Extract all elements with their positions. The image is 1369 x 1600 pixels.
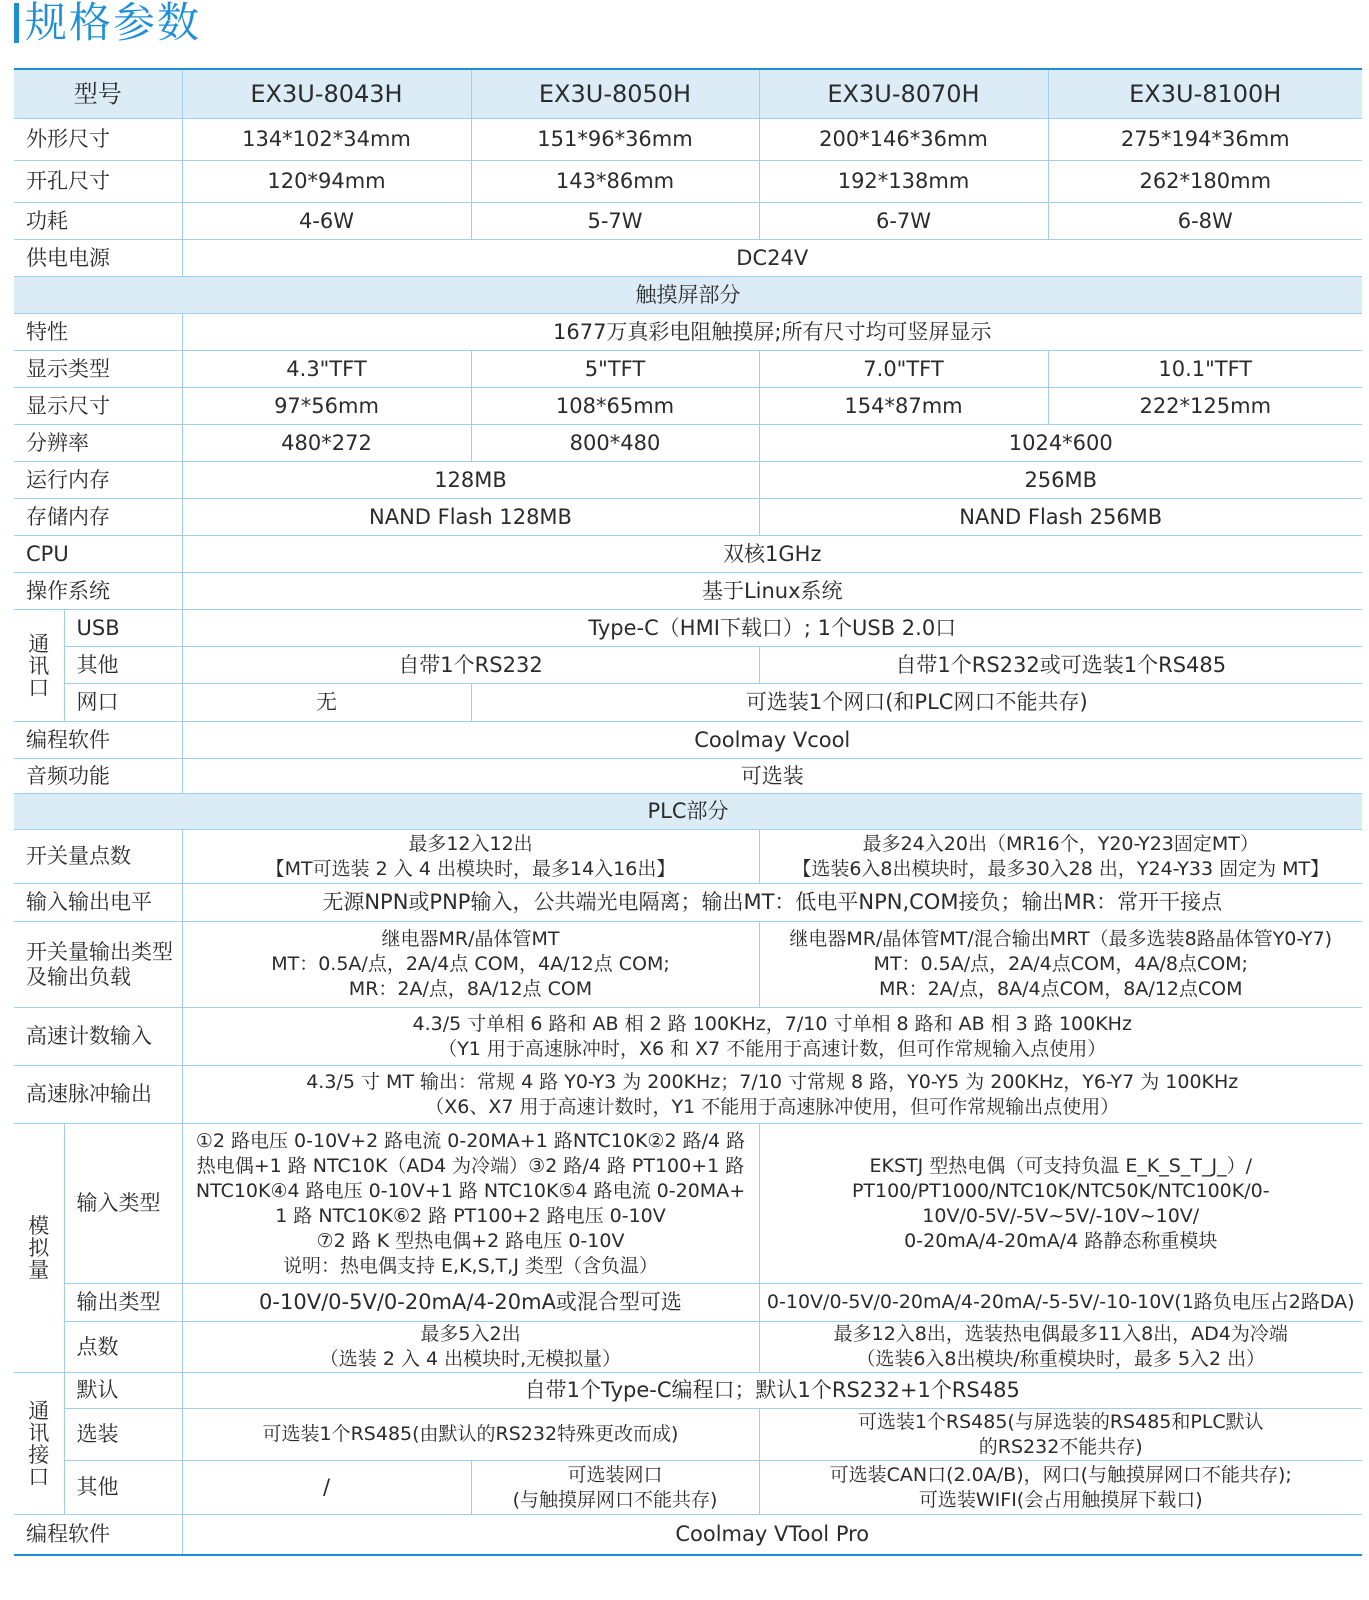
table-row: [14, 240, 1362, 277]
cell-value: 6-8W: [1048, 203, 1362, 240]
text-line: MT：0.5A/点，2A/4点COM，4A/8点COM;: [873, 953, 1248, 975]
cell-value: 10.1"TFT: [1048, 351, 1362, 388]
cell-value: Coolmay Vcool: [182, 722, 1362, 759]
row-label: 显示尺寸: [14, 388, 182, 425]
table-row: [14, 1322, 1362, 1373]
vertical-text: 通讯口: [28, 631, 50, 700]
cell-value: 6-7W: [759, 203, 1048, 240]
row-label: 分辨率: [14, 425, 182, 462]
table-row: [14, 573, 1362, 610]
table-row-header: [14, 69, 1362, 119]
text-line: （选装 2 入 4 出模块时,无模拟量）: [319, 1348, 622, 1370]
text-line: 【MT可选装 2 入 4 出模块时，最多14入16出】: [265, 857, 676, 880]
text-line: 最多24入20出（MR16个，Y20-Y23固定MT）: [862, 832, 1259, 855]
cell-value: 无: [182, 684, 471, 722]
text-line: 0-20mA/4-20mA/4 路静态称重模块: [904, 1229, 1218, 1252]
text-line: 的RS232不能共存): [978, 1435, 1143, 1458]
table-row: [14, 388, 1362, 425]
header-model-4: EX3U-8100H: [1048, 69, 1362, 119]
row-label: 编程软件: [14, 722, 182, 759]
cell-value: 97*56mm: [182, 388, 471, 425]
cell-value: 5"TFT: [471, 351, 759, 388]
cell-value: 1677万真彩电阻触摸屏;所有尺寸均可竖屏显示: [182, 314, 1362, 351]
cell-value: [182, 1124, 759, 1284]
text-line: 4.3/5 寸单相 6 路和 AB 相 2 路 100KHz，7/10 寸单相 8 路和 AB 相 3 路 100KHz: [412, 1012, 1132, 1035]
row-label: 开孔尺寸: [14, 161, 182, 203]
row-label: USB: [64, 610, 182, 647]
cell-value: 192*138mm: [759, 161, 1048, 203]
row-label: 输入类型: [64, 1124, 182, 1284]
cell-value: Type-C（HMI下载口）; 1个USB 2.0口: [182, 610, 1362, 647]
cell-value: 256MB: [759, 462, 1362, 499]
title-accent-bar: [14, 3, 19, 43]
table-row: [14, 425, 1362, 462]
row-label: 高速计数输入: [14, 1008, 182, 1066]
cell-value: 自带1个RS232或可选装1个RS485: [759, 647, 1362, 684]
header-model-3: EX3U-8070H: [759, 69, 1048, 119]
cell-value: 4-6W: [182, 203, 471, 240]
cell-value: 0-10V/0-5V/0-20mA/4-20mA/-5-5V/-10-10V(1路负电压占2路DA): [759, 1284, 1362, 1322]
table-row: [14, 161, 1362, 203]
text-line: 最多5入2出: [420, 1323, 521, 1345]
table-row: [14, 1409, 1362, 1461]
cell-value: 自带1个RS232: [182, 647, 759, 684]
cell-value: 480*272: [182, 425, 471, 462]
cell-value: 基于Linux系统: [182, 573, 1362, 610]
row-label: 输入输出电平: [14, 884, 182, 922]
row-label: 供电电源: [14, 240, 182, 277]
row-label: 输出类型: [64, 1284, 182, 1322]
text-line: 继电器MR/晶体管MT: [381, 928, 560, 950]
text-line: 说明：热电偶支持 E,K,S,T,J 类型（含负温）: [283, 1254, 658, 1277]
table-row: [14, 1461, 1362, 1515]
text-line: NTC10K④4 路电压 0-10V+1 路 NTC10K⑤4 路电流 0-20MA+: [195, 1179, 746, 1202]
text-line: 可选装CAN口(2.0A/B)，网口(与触摸屏网口不能共存);: [829, 1463, 1292, 1486]
cell-value: 可选装: [182, 759, 1362, 794]
table-row: [14, 1124, 1362, 1284]
section-title: 触摸屏部分: [14, 277, 1362, 314]
text-line: ①2 路电压 0-10V+2 路电流 0-20MA+1 路NTC10K②2 路/4 路: [195, 1129, 746, 1152]
row-label: 开关量点数: [14, 830, 182, 884]
cell-value: [182, 1322, 759, 1373]
table-row: [14, 722, 1362, 759]
row-label: 运行内存: [14, 462, 182, 499]
cell-value: 134*102*34mm: [182, 119, 471, 161]
row-label: 点数: [64, 1322, 182, 1373]
header-model-label: 型号: [14, 69, 182, 119]
row-label: CPU: [14, 536, 182, 573]
table-row: [14, 1373, 1362, 1409]
row-label: 默认: [64, 1373, 182, 1409]
cell-value: NAND Flash 128MB: [182, 499, 759, 536]
text-line: 10V/0-5V/-5V~5V/-10V~10V/: [922, 1204, 1200, 1227]
cell-value: [182, 922, 759, 1008]
cell-value: 275*194*36mm: [1048, 119, 1362, 161]
text-line: ⑦2 路 K 型热电偶+2 路电压 0-10V: [316, 1229, 625, 1252]
cell-value: 可选装1个网口(和PLC网口不能共存): [471, 684, 1362, 722]
cell-value: [471, 1461, 759, 1515]
table-row: [14, 759, 1362, 794]
spec-table: [14, 68, 1362, 1556]
cell-value: 120*94mm: [182, 161, 471, 203]
cell-value: 4.3"TFT: [182, 351, 471, 388]
row-label: 操作系统: [14, 573, 182, 610]
row-label: 功耗: [14, 203, 182, 240]
section-row-hmi: [14, 277, 1362, 314]
vertical-text: 模拟量: [28, 1214, 50, 1282]
cell-value: 262*180mm: [1048, 161, 1362, 203]
text-line: 最多12入8出，选装热电偶最多11入8出，AD4为冷端: [833, 1323, 1288, 1345]
cell-value: [182, 830, 759, 884]
text-line: 可选装1个RS485(与屏选装的RS485和PLC默认: [857, 1410, 1264, 1433]
text-line: 继电器MR/晶体管MT/混合输出MRT（最多选装8路晶体管Y0-Y7): [789, 928, 1333, 950]
text-line: （X6、X7 用于高速计数时，Y1 不能用于高速脉冲使用，但可作常规输出点使用）: [425, 1095, 1120, 1118]
table-row: [14, 351, 1362, 388]
cell-value: [759, 922, 1362, 1008]
text-line: （Y1 用于高速脉冲时，X6 和 X7 不能用于高速计数，但可作常规输入点使用）: [438, 1037, 1107, 1060]
table-row: [14, 647, 1362, 684]
cell-value: 128MB: [182, 462, 759, 499]
text-line: 可选装网口: [567, 1463, 663, 1486]
cell-value: [759, 1461, 1362, 1515]
header-model-2: EX3U-8050H: [471, 69, 759, 119]
row-label: 存储内存: [14, 499, 182, 536]
cell-value: NAND Flash 256MB: [759, 499, 1362, 536]
text-line: （选装6入8出模块/称重模块时，最多 5入2 出）: [856, 1348, 1266, 1370]
table-row: [14, 1008, 1362, 1066]
cell-value: 151*96*36mm: [471, 119, 759, 161]
cell-value: 0-10V/0-5V/0-20mA/4-20mA或混合型可选: [182, 1284, 759, 1322]
table-row: [14, 1066, 1362, 1124]
text-line: PT100/PT1000/NTC10K/NTC50K/NTC100K/0-: [851, 1179, 1270, 1202]
table-row: [14, 830, 1362, 884]
section-row-plc: [14, 794, 1362, 830]
row-label: 高速脉冲输出: [14, 1066, 182, 1124]
table-row: [14, 119, 1362, 161]
cell-value: DC24V: [182, 240, 1362, 277]
text-line: 1 路 NTC10K⑥2 路 PT100+2 路电压 0-10V: [275, 1204, 666, 1227]
cell-value: 自带1个Type-C编程口；默认1个RS232+1个RS485: [182, 1373, 1362, 1409]
table-row: [14, 922, 1362, 1008]
table-row: [14, 884, 1362, 922]
cell-value: [759, 1409, 1362, 1461]
cell-value: [182, 1008, 1362, 1066]
text-line: MT：0.5A/点，2A/4点 COM，4A/12点 COM;: [271, 953, 670, 975]
cell-value: 143*86mm: [471, 161, 759, 203]
row-label: 外形尺寸: [14, 119, 182, 161]
table-row: [14, 1284, 1362, 1322]
table-row: [14, 1515, 1362, 1555]
text-line: MR：2A/点，8A/12点 COM: [348, 978, 593, 1000]
vertical-text: 通讯接口: [28, 1398, 50, 1489]
group-label-analog: [14, 1124, 64, 1373]
text-line: 及输出负载: [26, 964, 131, 989]
row-label: 音频功能: [14, 759, 182, 794]
row-label: 其他: [64, 1461, 182, 1515]
text-line: MR：2A/点，8A/4点COM，8A/12点COM: [878, 978, 1243, 1000]
row-label: 特性: [14, 314, 182, 351]
cell-value: /: [182, 1461, 471, 1515]
table-row: [14, 610, 1362, 647]
table-row: [14, 536, 1362, 573]
group-label-hmi-comm: [14, 610, 64, 722]
row-label: 显示类型: [14, 351, 182, 388]
cell-value: 5-7W: [471, 203, 759, 240]
section-title: PLC部分: [14, 794, 1362, 830]
header-model-1: EX3U-8043H: [182, 69, 471, 119]
table-row: [14, 203, 1362, 240]
table-row: [14, 462, 1362, 499]
cell-value: 1024*600: [759, 425, 1362, 462]
page-title-text: 规格参数: [25, 0, 202, 47]
cell-value: 800*480: [471, 425, 759, 462]
cell-value: 108*65mm: [471, 388, 759, 425]
row-label: [14, 922, 182, 1008]
table-row: [14, 314, 1362, 351]
text-line: (与触摸屏网口不能共存): [512, 1488, 718, 1511]
cell-value: 无源NPN或PNP输入，公共端光电隔离；输出MT：低电平NPN,COM接负；输出MR：常开干接点: [182, 884, 1362, 922]
cell-value: 可选装1个RS485(由默认的RS232特殊更改而成): [182, 1409, 759, 1461]
table-row: [14, 684, 1362, 722]
row-label: 选装: [64, 1409, 182, 1461]
text-line: 开关量输出类型: [26, 939, 173, 964]
text-line: 热电偶+1 路 NTC10K（AD4 为冷端）③2 路/4 路 PT100+1 路: [196, 1154, 745, 1177]
cell-value: Coolmay VTool Pro: [182, 1515, 1362, 1555]
text-line: EKSTJ 型热电偶（可支持负温 E_K_S_T_J_）/: [869, 1154, 1252, 1177]
cell-value: [759, 1124, 1362, 1284]
cell-value: 154*87mm: [759, 388, 1048, 425]
cell-value: [759, 830, 1362, 884]
table-row: [14, 499, 1362, 536]
cell-value: 200*146*36mm: [759, 119, 1048, 161]
row-label: 其他: [64, 647, 182, 684]
group-label-plc-comm: [14, 1373, 64, 1515]
cell-value: [759, 1322, 1362, 1373]
text-line: 可选装WIFI(会占用触摸屏下载口): [918, 1488, 1203, 1511]
text-line: 最多12入12出: [408, 832, 533, 855]
cell-value: 7.0"TFT: [759, 351, 1048, 388]
text-line: 【选装6入8出模块时，最多30入28 出，Y24-Y33 固定为 MT】: [792, 857, 1330, 880]
cell-value: 双核1GHz: [182, 536, 1362, 573]
row-label: 网口: [64, 684, 182, 722]
cell-value: [182, 1066, 1362, 1124]
row-label: 编程软件: [14, 1515, 182, 1555]
cell-value: 222*125mm: [1048, 388, 1362, 425]
page-title: [14, 0, 201, 46]
text-line: 4.3/5 寸 MT 输出：常规 4 路 Y0-Y3 为 200KHz；7/10 寸常规 8 路，Y0-Y5 为 200KHz，Y6-Y7 为 100KHz: [306, 1070, 1239, 1093]
